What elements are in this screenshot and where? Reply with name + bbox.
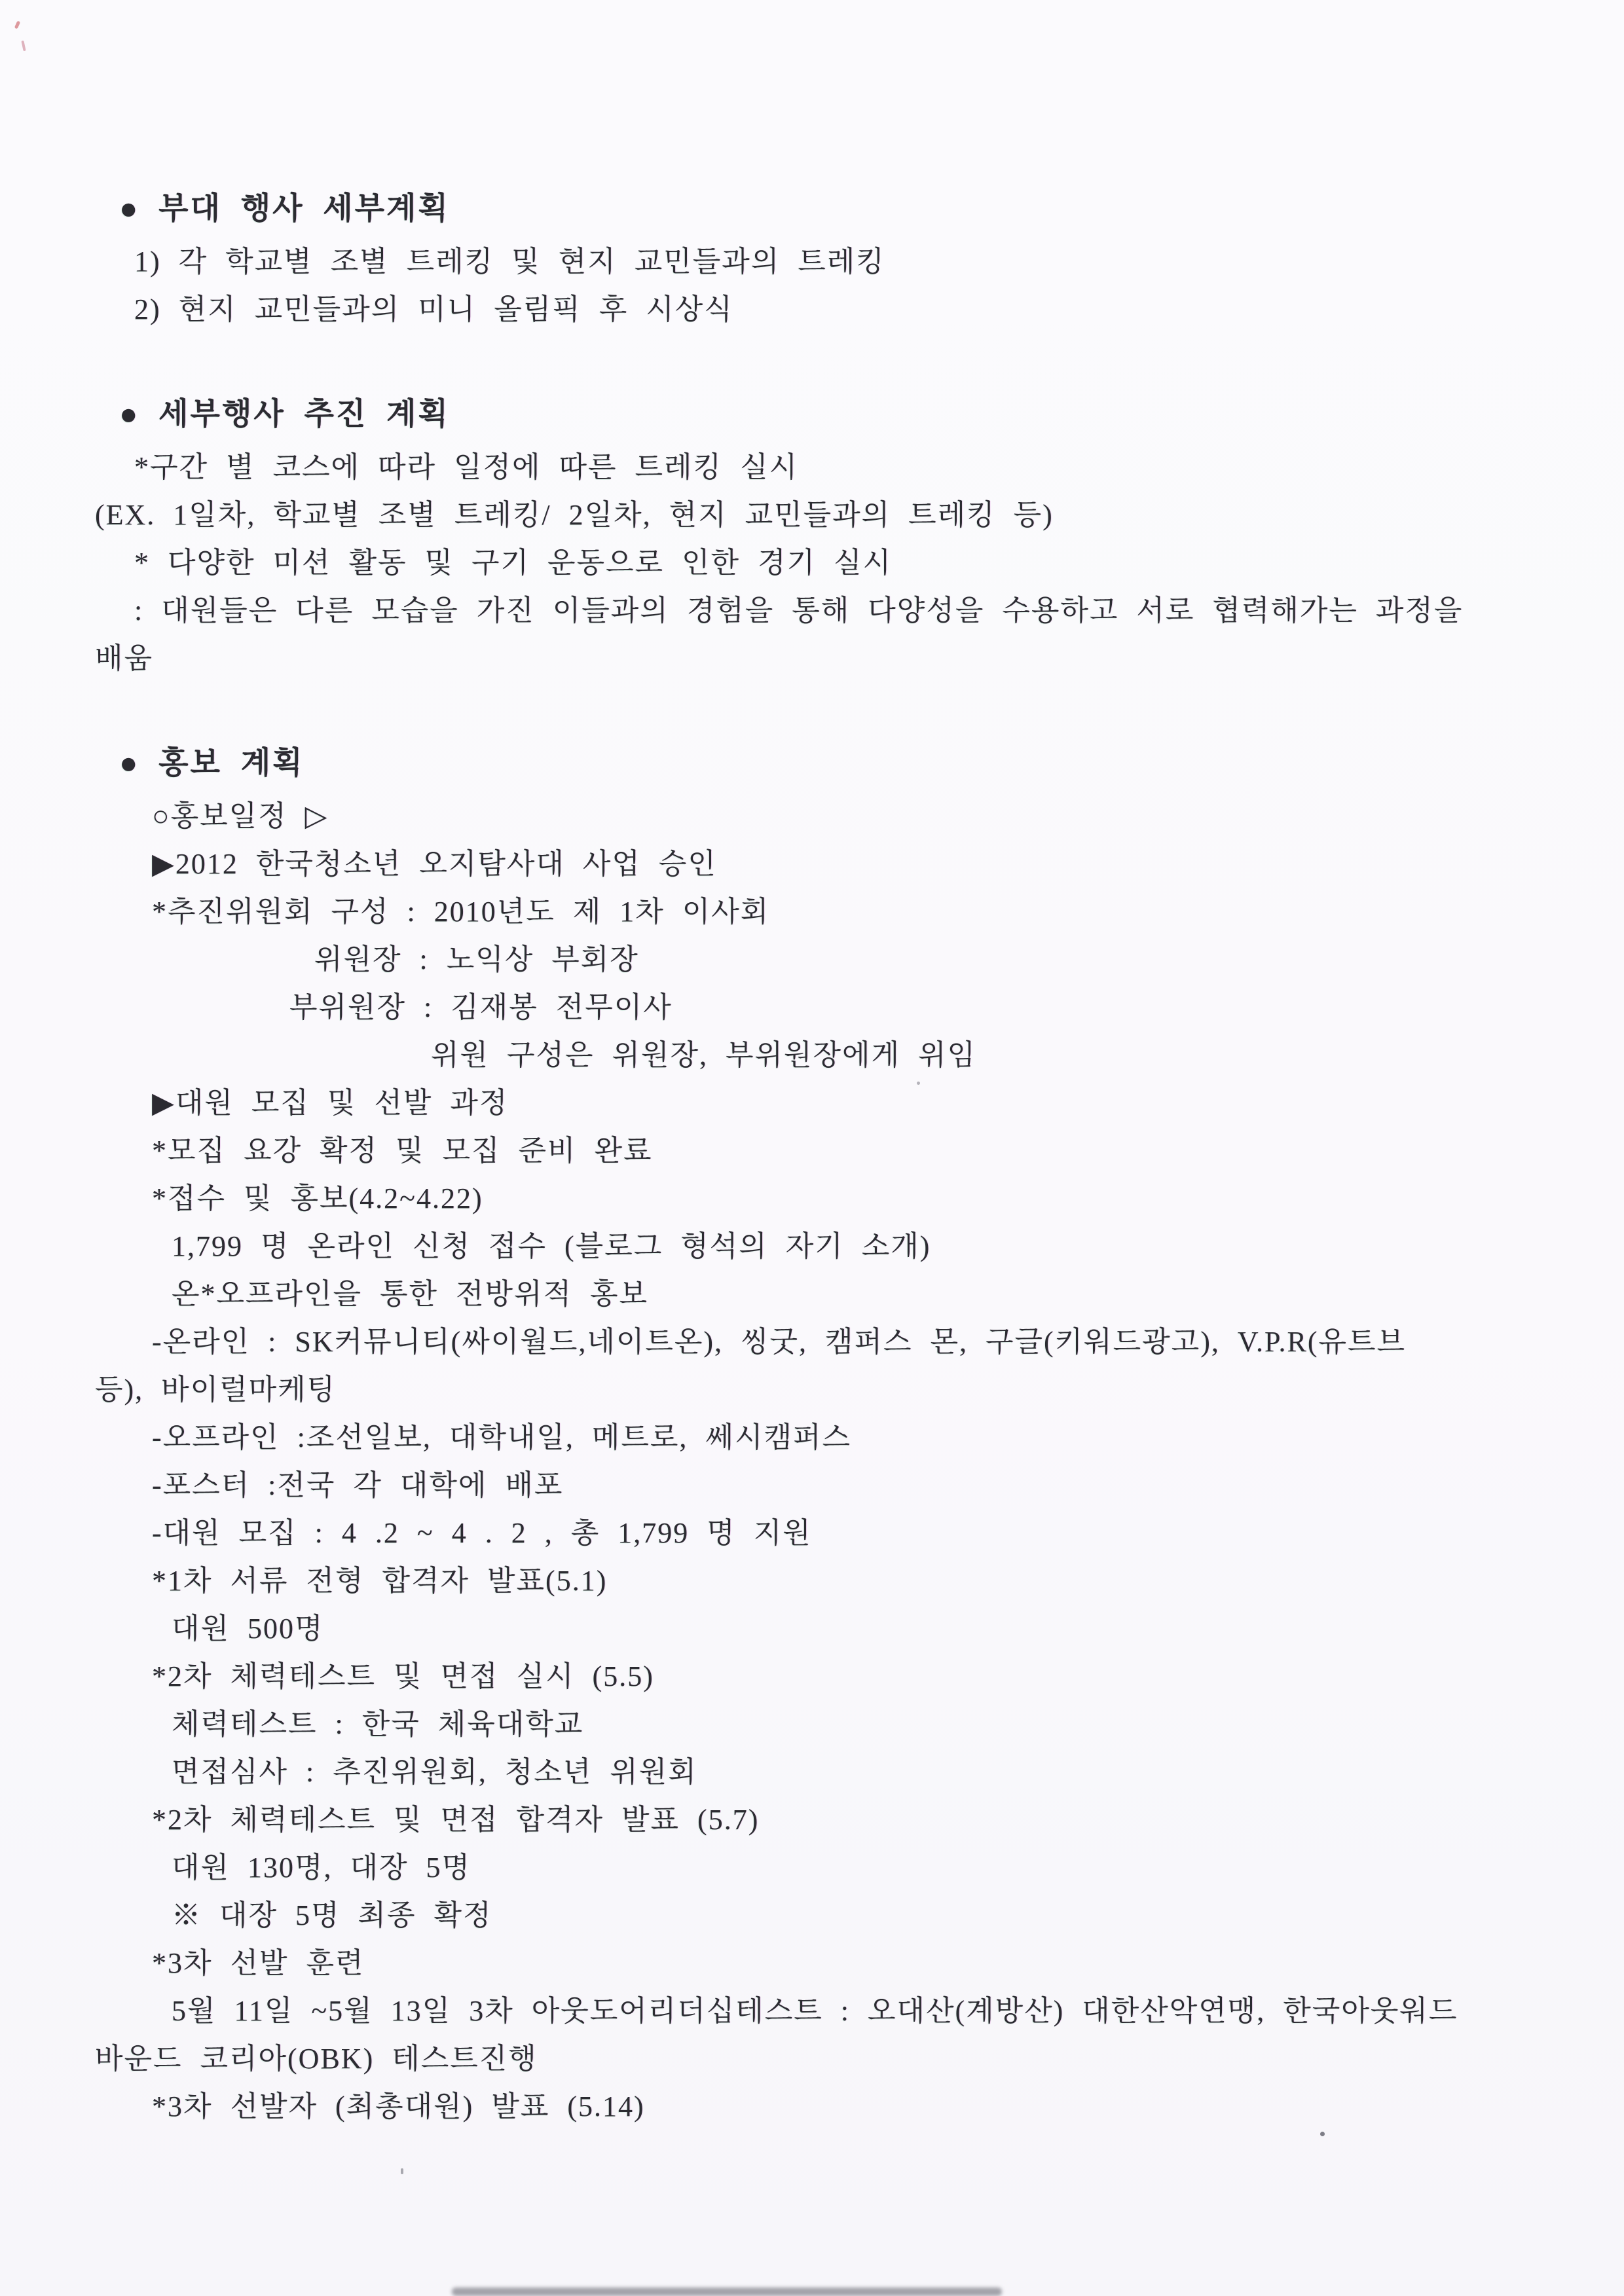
doc-line: 온*오프라인을 통한 전방위적 홍보 [172, 1278, 649, 1310]
doc-line: 위원장 : 노익상 부회장 [314, 943, 639, 975]
heading-additional-events-plan: ● 부대 행사 세부계획 [119, 192, 450, 226]
doc-line: 배움 [95, 642, 154, 674]
doc-line: 면접심사 : 추진위원회, 청소년 위원회 [172, 1756, 697, 1788]
scan-speck [1320, 2132, 1325, 2136]
doc-line: 2) 현지 교민들과의 미니 올림픽 후 시상식 [134, 293, 733, 325]
doc-line: 부위원장 : 김재봉 전무이사 [289, 991, 673, 1023]
doc-line: ▶대원 모집 및 선발 과정 [152, 1087, 509, 1119]
doc-line: 5월 11일 ~5월 13일 3차 아웃도어리더십테스트 : 오대산(계방산) 대한산악연맹, 한국아웃워드 [172, 1995, 1458, 2027]
doc-line: *3차 선발자 (최총대원) 발표 (5.14) [152, 2090, 645, 2123]
doc-line: 체력테스트 : 한국 체육대학교 [172, 1708, 584, 1740]
doc-line: -포스터 :전국 각 대학에 배포 [152, 1469, 564, 1501]
doc-line-publicity-schedule: ○홍보일정 ▷ [152, 800, 329, 832]
doc-line: -대원 모집 : 4 .2 ~ 4 . 2 , 총 1,799 명 지원 [152, 1517, 812, 1549]
scan-speck [401, 2168, 403, 2174]
heading-detailed-event-promotion-plan: ● 세부행사 추진 계획 [119, 397, 450, 431]
doc-line: ※ 대장 5명 최종 확정 [172, 1899, 492, 1931]
scan-edge-artifact [452, 2287, 1002, 2296]
doc-line: *1차 서류 전형 합격자 발표(5.1) [152, 1565, 608, 1597]
doc-line: * 다양한 미션 활동 및 구기 운동으로 인한 경기 실시 [134, 547, 893, 579]
doc-line: 등), 바이럴마케팅 [95, 1374, 337, 1406]
doc-line: -온라인 : SK커뮤니티(싸이월드,네이트온), 씽굿, 캠퍼스 몬, 구글(키워드광고), V.P.R(유트브 [152, 1326, 1407, 1358]
scan-speck [21, 41, 26, 51]
doc-line: (EX. 1일차, 학교별 조별 트레킹/ 2일차, 현지 교민들과의 트레킹 등) [95, 499, 1054, 531]
doc-line: *2차 체력테스트 및 면접 합격자 발표 (5.7) [152, 1804, 760, 1836]
doc-line: *모집 요강 확정 및 모집 준비 완료 [152, 1135, 653, 1167]
doc-line: ▶2012 한국청소년 오지탐사대 사업 승인 [152, 848, 717, 880]
doc-line: *3차 선발 훈련 [152, 1947, 365, 1979]
scan-speck [14, 21, 20, 29]
doc-line: 대원 500명 [172, 1613, 324, 1645]
doc-line: 위원 구성은 위원장, 부위원장에게 위임 [431, 1039, 977, 1071]
doc-line: *접수 및 홍보(4.2~4.22) [152, 1182, 483, 1214]
doc-line: 1,799 명 온라인 신청 접수 (블로그 형석의 자기 소개) [172, 1230, 931, 1262]
doc-line: -오프라인 :조선일보, 대학내일, 메트로, 쎄시캠퍼스 [152, 1421, 851, 1453]
doc-line: *2차 체력테스트 및 면접 실시 (5.5) [152, 1660, 654, 1692]
heading-publicity-plan: ● 홍보 계획 [119, 746, 304, 780]
doc-line: 1) 각 학교별 조별 트레킹 및 현지 교민들과의 트레킹 [134, 246, 885, 278]
doc-line: 바운드 코리아(OBK) 테스트진행 [95, 2043, 538, 2075]
doc-line: *구간 별 코스에 따라 일정에 따른 트레킹 실시 [134, 451, 799, 483]
doc-line: 대원 130명, 대장 5명 [172, 1851, 471, 1884]
doc-line: *추진위원회 구성 : 2010년도 제 1차 이사회 [152, 896, 770, 928]
doc-line: : 대원들은 다른 모습을 가진 이들과의 경험을 통해 다양성을 수용하고 서로 협력해가는 과정을 [134, 594, 1464, 627]
